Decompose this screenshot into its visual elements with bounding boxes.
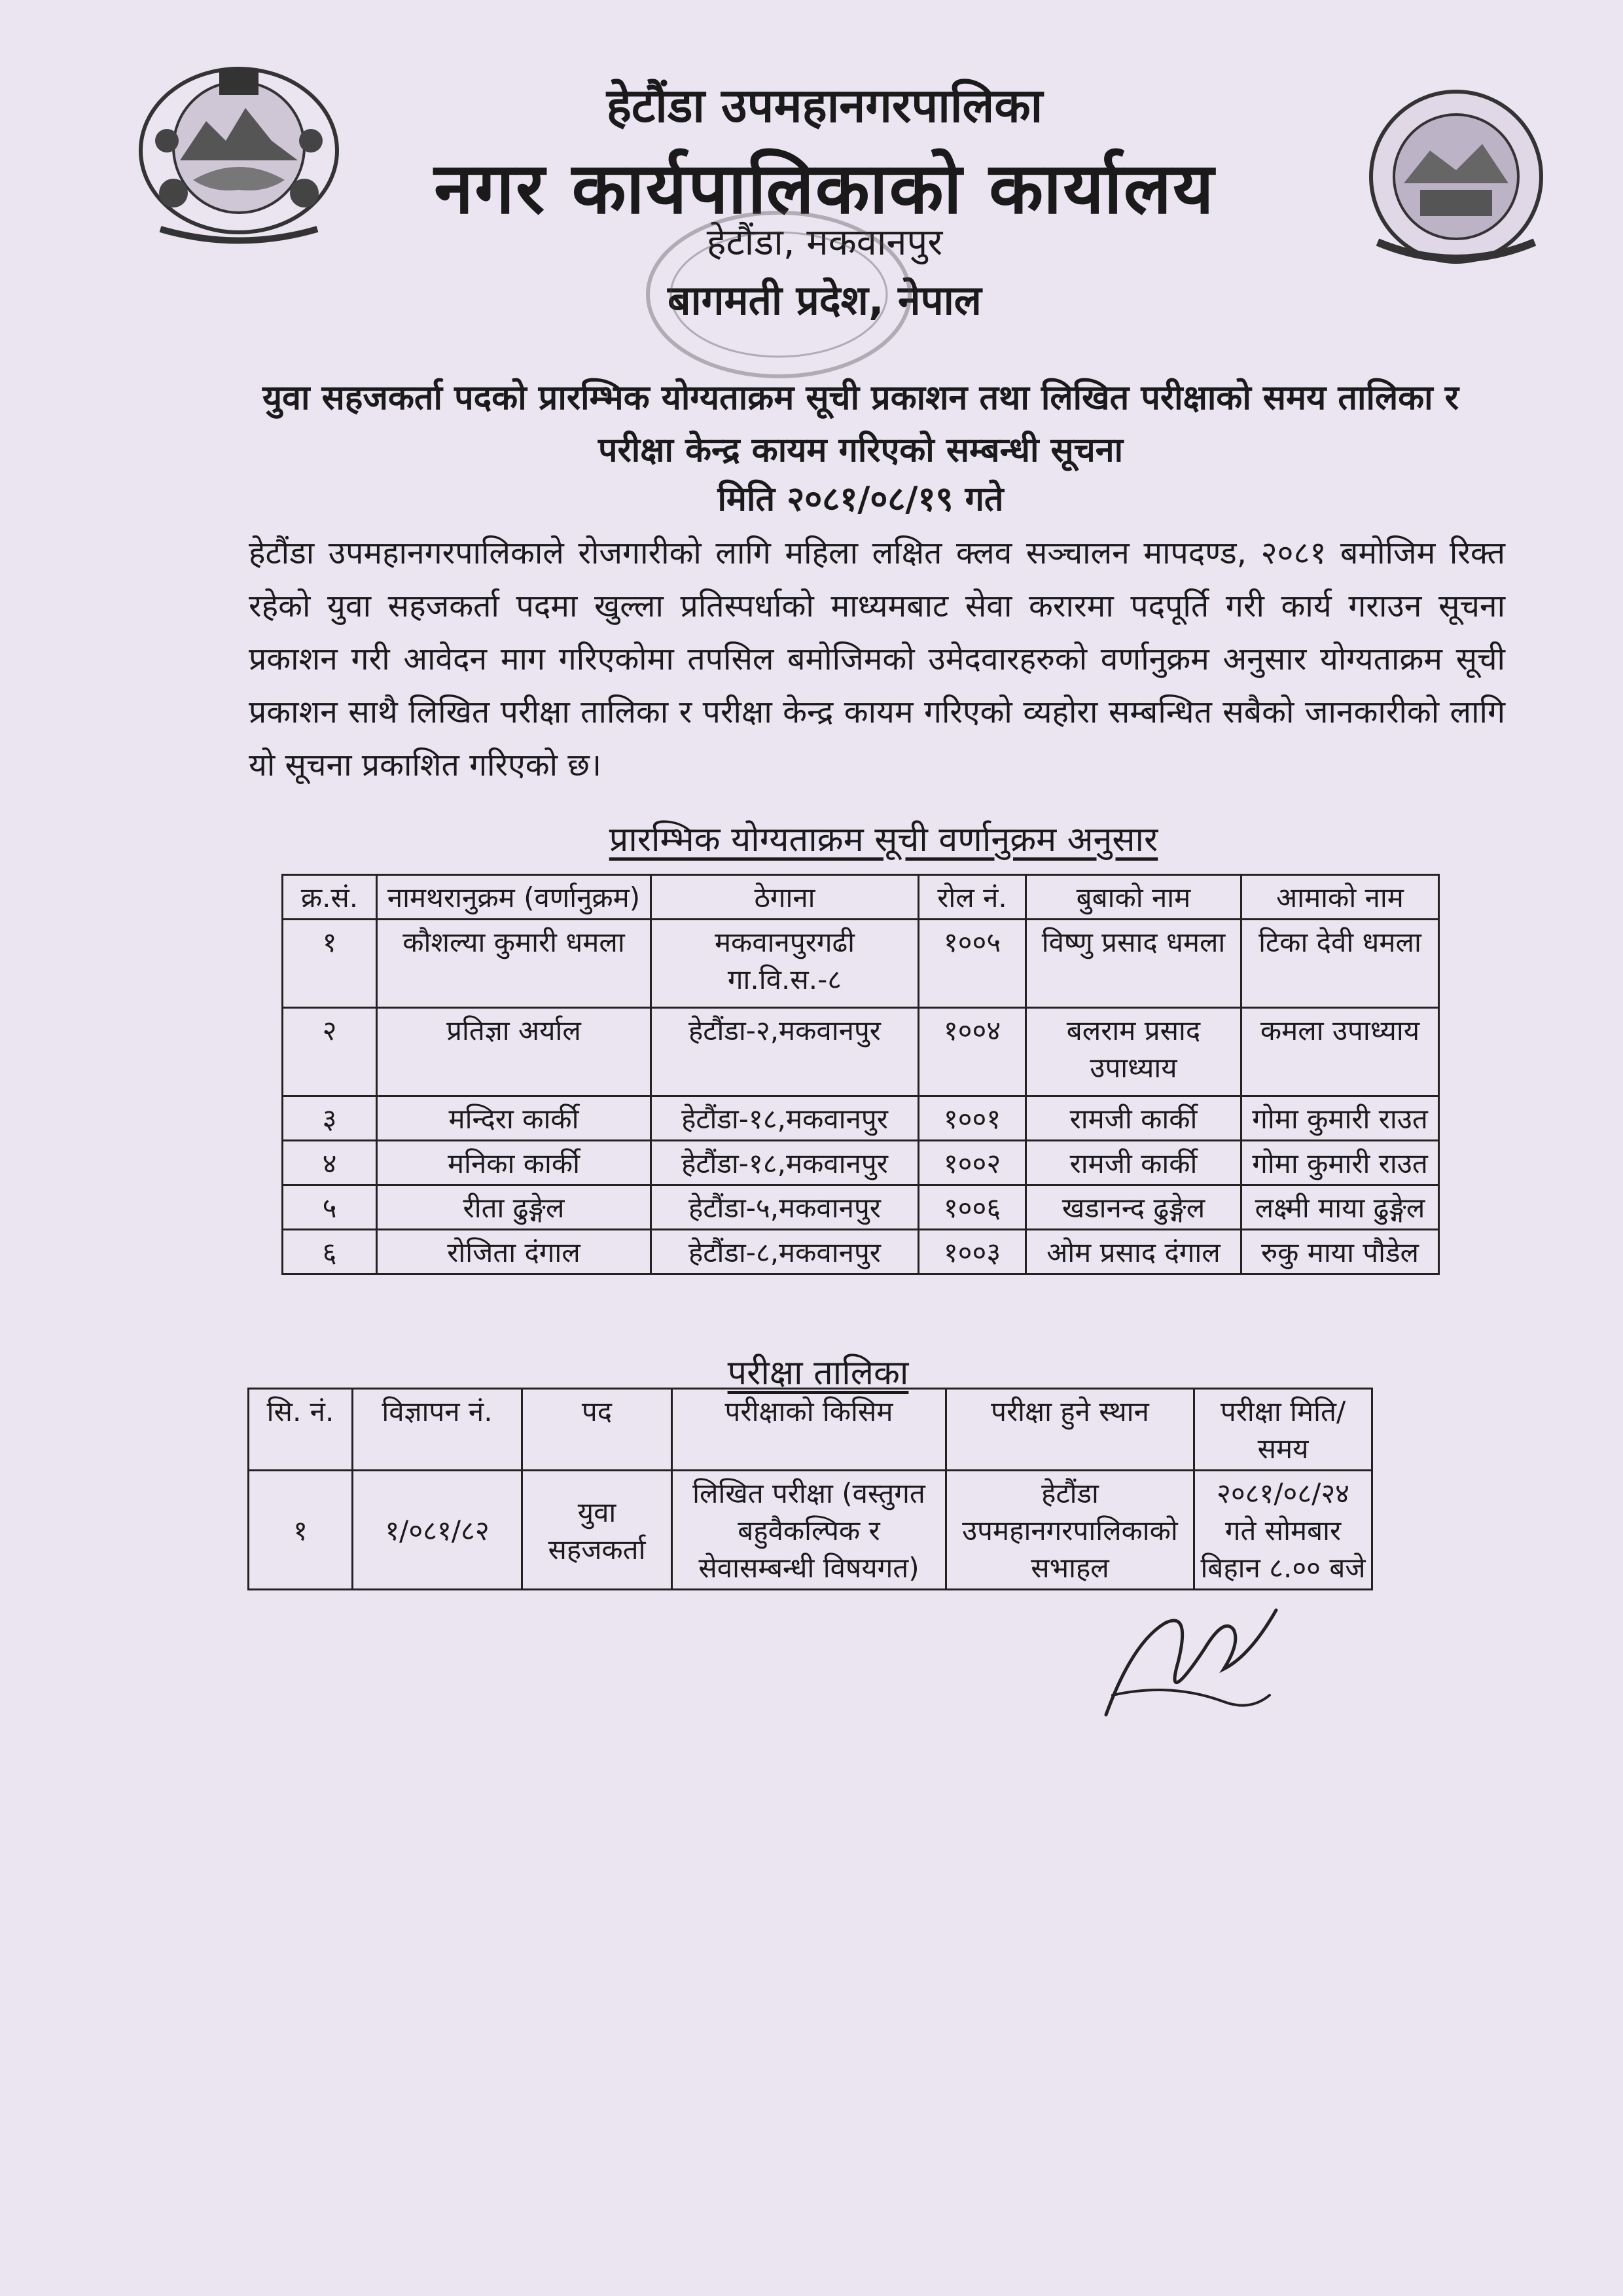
header-cell: पद	[522, 1389, 672, 1471]
table-cell: हेटौंडा-१८,मकवानपुर	[651, 1096, 919, 1141]
table-cell: रीता ढुङ्गेल	[377, 1185, 651, 1230]
table-cell: गोमा कुमारी राउत	[1241, 1141, 1439, 1185]
table-cell: रुकु माया पौडेल	[1241, 1230, 1439, 1274]
table-row	[283, 920, 1439, 1008]
header-cell: बुबाको नाम	[1026, 875, 1241, 920]
exam-schedule-table	[247, 1388, 1373, 1590]
table-cell: १००६	[919, 1185, 1026, 1230]
table-cell: १	[283, 920, 377, 1008]
table-cell: २	[283, 1008, 377, 1096]
office-district: हेटौंडा, मकवानपुर	[706, 221, 943, 264]
table-cell: खडानन्द ढुङ्गेल	[1026, 1185, 1241, 1230]
table-header-row	[249, 1389, 1372, 1471]
table-cell: मनिका कार्की	[377, 1141, 651, 1185]
table-row	[283, 1008, 1439, 1096]
header-cell: परीक्षाको किसिम	[672, 1389, 946, 1471]
table-cell: बलराम प्रसाद उपाध्याय	[1026, 1008, 1241, 1096]
municipality-name: हेटौंडा उपमहानगरपालिका	[606, 78, 1043, 133]
table-cell: रोजिता दंगाल	[377, 1230, 651, 1274]
table-header-row	[283, 875, 1439, 920]
table-row	[283, 1185, 1439, 1230]
table-cell: १००१	[919, 1096, 1026, 1141]
signature	[1093, 1584, 1289, 1741]
table-cell: ओम प्रसाद दंगाल	[1026, 1230, 1241, 1274]
table-cell: रामजी कार्की	[1026, 1141, 1241, 1185]
notice-date: मिति २०८१/०८/१९ गते	[717, 480, 1004, 519]
municipality-logo-icon	[1358, 85, 1554, 268]
table-row	[283, 1230, 1439, 1274]
table-cell: १	[249, 1471, 353, 1590]
notice-body: हेटौंडा उपमहानगरपालिकाले रोजगारीको लागि महिला लक्षित क्लव सञ्चालन मापदण्ड, २०८१ बमोजिम रिक्त रहेको युवा सहजकर्ता पदमा खुल्ला प्रतिस्पर्धाको माध्यमबाट सेवा करारमा पदपूर्ति गरी कार्य गराउन सूचना प्रकाशन गरी आवेदन माग गरिएकोमा तपसिल बमोजिमको उमेदवारहरुको वर्णानुक्रम अनुसार योग्यताक्रम सूची प्रकाशन साथै लिखित परीक्षा तालिका र परीक्षा केन्द्र कायम गरिएको व्यहोरा सम्बन्धित सबैको जानकारीको लागि यो सूचना प्रकाशित गरिएको छ।	[249, 535, 1505, 783]
table-cell: हेटौंडा उपमहानगरपालिकाको सभाहल	[946, 1471, 1194, 1590]
nepal-emblem-icon	[134, 62, 344, 252]
table-cell: १००२	[919, 1141, 1026, 1185]
office-stamp	[622, 196, 936, 393]
table-cell: रामजी कार्की	[1026, 1096, 1241, 1141]
table-cell: हेटौंडा-२,मकवानपुर	[651, 1008, 919, 1096]
table-cell: लिखित परीक्षा (वस्तुगत बहुवैकल्पिक र सेवासम्बन्धी विषयगत)	[672, 1471, 946, 1590]
table-row	[283, 1096, 1439, 1141]
header-cell: नामथरानुक्रम (वर्णानुक्रम)	[377, 875, 651, 920]
table-cell: मकवानपुरगढी गा.वि.स.-८	[651, 920, 919, 1008]
header-cell: परीक्षा मिति/समय	[1194, 1389, 1372, 1471]
table-cell: २०८१/०८/२४ गते सोमबार बिहान ८.०० बजे	[1194, 1471, 1372, 1590]
table-cell: १/०८१/८२	[353, 1471, 522, 1590]
table-cell: ४	[283, 1141, 377, 1185]
table-cell: विष्णु प्रसाद धमला	[1026, 920, 1241, 1008]
merit-list-table	[281, 874, 1440, 1275]
table-cell: मन्दिरा कार्की	[377, 1096, 651, 1141]
notice-title-line-1: युवा सहजकर्ता पदको प्रारम्भिक योग्यताक्रम सूची प्रकाशन तथा लिखित परीक्षाको समय तालिका र	[262, 378, 1459, 418]
table-cell: हेटौंडा-८,मकवानपुर	[651, 1230, 919, 1274]
table-cell: कौशल्या कुमारी धमला	[377, 920, 651, 1008]
table-cell: युवा सहजकर्ता	[522, 1471, 672, 1590]
table-cell: १००५	[919, 920, 1026, 1008]
table-cell: ६	[283, 1230, 377, 1274]
exam-schedule-title: परीक्षा तालिका	[727, 1354, 909, 1393]
table-cell: १००३	[919, 1230, 1026, 1274]
table-row	[283, 1141, 1439, 1185]
table-cell: हेटौंडा-१८,मकवानपुर	[651, 1141, 919, 1185]
header-cell: विज्ञापन नं.	[353, 1389, 522, 1471]
table-cell: प्रतिज्ञा अर्याल	[377, 1008, 651, 1096]
header-cell: आमाको नाम	[1241, 875, 1439, 920]
header-cell: ठेगाना	[651, 875, 919, 920]
table-cell: ५	[283, 1185, 377, 1230]
table-cell: गोमा कुमारी राउत	[1241, 1096, 1439, 1141]
header-cell: सि. नं.	[249, 1389, 353, 1471]
table-row	[249, 1471, 1372, 1590]
notice-title-line-2: परीक्षा केन्द्र कायम गरिएको सम्बन्धी सूचना	[597, 431, 1124, 470]
table-cell: टिका देवी धमला	[1241, 920, 1439, 1008]
table-cell: हेटौंडा-५,मकवानपुर	[651, 1185, 919, 1230]
office-province: बागमती प्रदेश, नेपाल	[668, 276, 982, 324]
table-cell: ३	[283, 1096, 377, 1141]
office-title: नगर कार्यपालिकाको कार्यालय	[434, 148, 1215, 230]
table-cell: कमला उपाध्याय	[1241, 1008, 1439, 1096]
table-cell: लक्ष्मी माया ढुङ्गेल	[1241, 1185, 1439, 1230]
table-cell: १००४	[919, 1008, 1026, 1096]
header-cell: क्र.सं.	[283, 875, 377, 920]
header-cell: परीक्षा हुने स्थान	[946, 1389, 1194, 1471]
header-cell: रोल नं.	[919, 875, 1026, 920]
merit-list-title: प्रारम्भिक योग्यताक्रम सूची वर्णानुक्रम अनुसार	[609, 820, 1158, 859]
